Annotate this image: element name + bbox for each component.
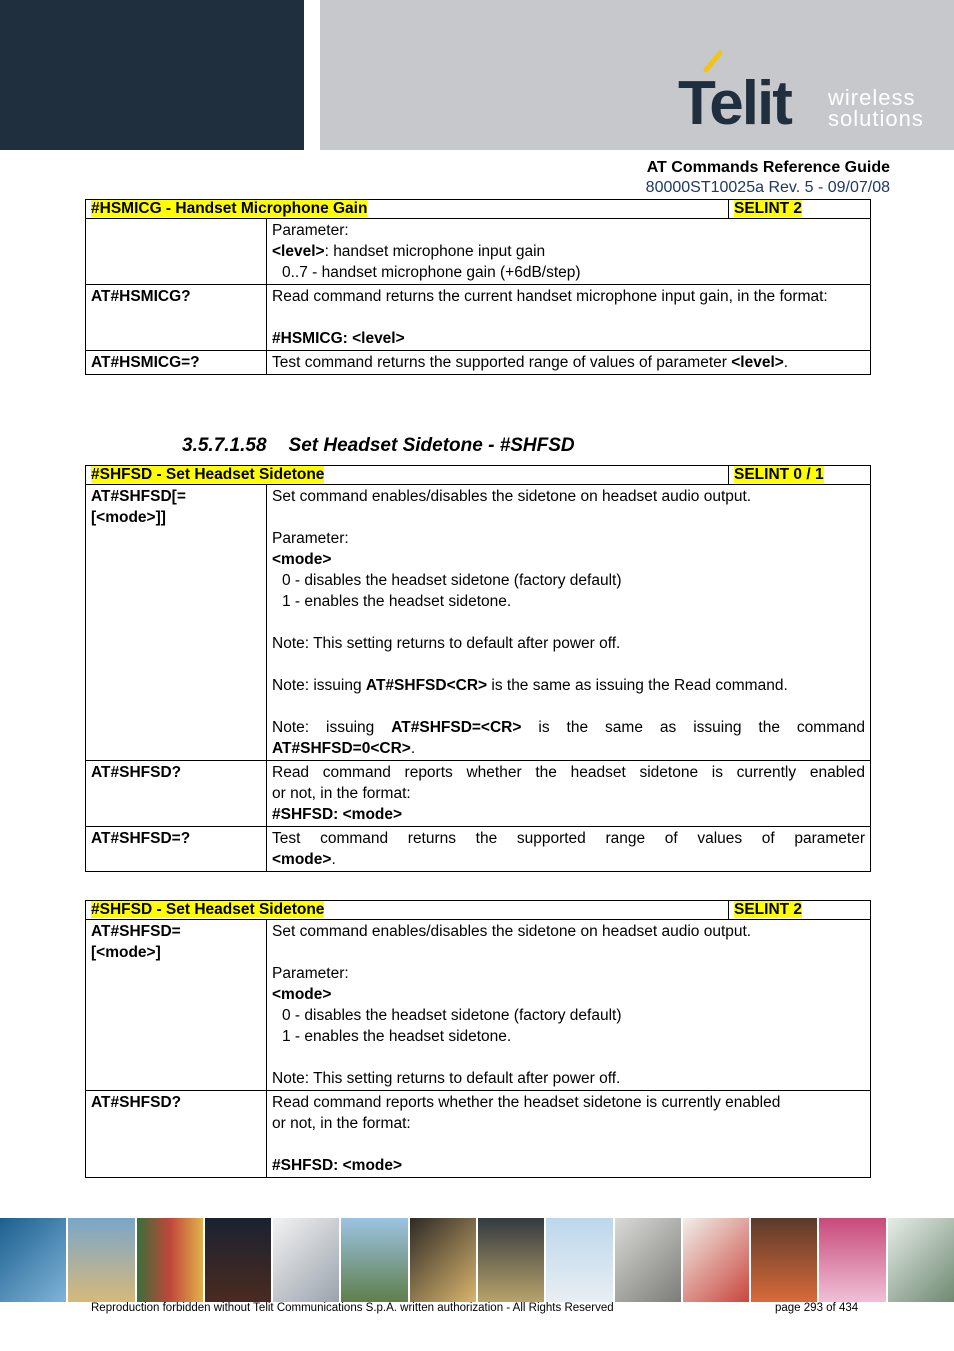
photo-tile: [0, 1218, 66, 1302]
selint-badge: SELINT 0 / 1: [734, 466, 824, 483]
photo-tile: [683, 1218, 749, 1302]
table-row: [86, 761, 871, 827]
command-name: AT#SHFSD?: [86, 1091, 267, 1178]
command-desc: Read command returns the current handset microphone input gain, in the format:: [272, 288, 828, 305]
photo-tile: [546, 1218, 612, 1302]
photo-tile: [478, 1218, 544, 1302]
hsmicg-table: [85, 199, 871, 375]
param-name: <level>: [731, 354, 784, 371]
photo-tile: [68, 1218, 134, 1302]
telit-logo: [678, 50, 938, 132]
page-number: page 293 of 434: [775, 1302, 859, 1314]
note-command: AT#SHFSD=0<CR>: [272, 740, 411, 757]
section-number: 3.5.7.1.58: [182, 435, 267, 456]
table-title: #HSMICG - Handset Microphone Gain: [91, 200, 368, 217]
document-title: AT Commands Reference Guide: [646, 159, 890, 176]
photo-tile: [341, 1218, 407, 1302]
response-format: #HSMICG: <level>: [272, 330, 405, 347]
section-heading: [182, 435, 575, 457]
telit-logo-mark: [678, 50, 818, 130]
command-name: AT#HSMICG=?: [86, 351, 267, 375]
table-row: [86, 285, 871, 351]
param-label: Parameter:: [272, 222, 349, 239]
footer-photo-strip: [0, 1218, 954, 1302]
param-value: 0 - disables the headset sidetone (factory default): [282, 572, 622, 589]
note: Note: issuing AT#SHFSD=<CR> is the same as issuing the command: [272, 719, 865, 736]
table-row: [86, 1091, 871, 1178]
photo-tile: [273, 1218, 339, 1302]
command-name: AT#SHFSD=?: [86, 827, 267, 872]
param-range: 0..7 - handset microphone gain (+6dB/step): [282, 264, 581, 281]
photo-tile: [137, 1218, 203, 1302]
param-label: Parameter:: [272, 530, 349, 547]
selint-badge: SELINT 2: [734, 901, 803, 918]
table-title: #SHFSD - Set Headset Sidetone: [91, 466, 325, 483]
table-row: [86, 219, 871, 285]
note: Note: This setting returns to default after power off.: [272, 1070, 621, 1087]
param-name: <mode>: [272, 986, 332, 1003]
param-value: 1 - enables the headset sidetone.: [282, 1028, 512, 1045]
command-name: AT#SHFSD?: [86, 761, 267, 827]
command-name: AT#SHFSD[=: [91, 488, 186, 505]
command-name: AT#SHFSD=: [91, 923, 181, 940]
param-value: 0 - disables the headset sidetone (factory default): [282, 1007, 622, 1024]
photo-tile: [615, 1218, 681, 1302]
section-title: Set Headset Sidetone - #SHFSD: [288, 435, 575, 456]
photo-tile: [888, 1218, 954, 1302]
table-row: AT#SHFSD[= [<mode>]] Set command enables/disables the sidetone on headset audio output. Parameter: <mode> 0 - disables the headset sidetone (factory default) 1 - enables the headset sidetone. Note: This setting returns to default after power off. Note: issuing AT#SHFSD<CR> is the same as issuing the Read command. Note: issuing AT#SHFSD=<CR> is the same as issuing the command AT#SHFSD=0<CR>.: [86, 485, 871, 761]
command-desc: Read command reports whether the headset sidetone is currently enabled: [272, 1094, 781, 1111]
shfsd-table-selint01: [85, 465, 871, 872]
param-value: 1 - enables the headset sidetone.: [282, 593, 512, 610]
command-desc: Read command reports whether the headset sidetone is currently enabled: [272, 764, 865, 781]
table-title: #SHFSD - Set Headset Sidetone: [91, 901, 325, 918]
photo-tile: [751, 1218, 817, 1302]
footer-copyright: Reproduction forbidden without Telit Communications S.p.A. written authorization - All Rights Reserved: [91, 1302, 614, 1314]
selint-badge: SELINT 2: [734, 200, 803, 217]
header-dark-panel: [0, 0, 304, 150]
command-name-cont: [<mode>]: [91, 944, 161, 961]
logo-tagline-1: wireless: [828, 85, 916, 110]
table-row: AT#HSMICG=? Test command returns the supported range of values of parameter <level>.: [86, 351, 871, 375]
table-title-row: [86, 466, 871, 485]
command-name: AT#HSMICG?: [86, 285, 267, 351]
response-format: #SHFSD: <mode>: [272, 806, 403, 823]
command-desc: Set command enables/disables the sidetone on headset audio output.: [272, 923, 752, 940]
param-name: <mode>: [272, 851, 332, 868]
photo-tile: [819, 1218, 885, 1302]
logo-tagline-2: solutions: [828, 106, 924, 131]
param-name: <mode>: [272, 551, 332, 568]
shfsd-table-selint2: [85, 900, 871, 1178]
table-title-row: [86, 901, 871, 920]
svg-text:Telit: Telit: [678, 69, 791, 130]
photo-tile: [410, 1218, 476, 1302]
table-row: [86, 920, 871, 1091]
command-desc-cont: or not, in the format:: [272, 785, 411, 802]
table-row: AT#SHFSD=? Test command returns the supported range of values of parameter <mode>.: [86, 827, 871, 872]
response-format: #SHFSD: <mode>: [272, 1157, 403, 1174]
command-desc-cont: or not, in the format:: [272, 1115, 411, 1132]
param-desc: : handset microphone input gain: [324, 243, 546, 260]
command-name-cont: [<mode>]]: [91, 509, 166, 526]
note: Note: This setting returns to default after power off.: [272, 635, 621, 652]
param-label: Parameter:: [272, 965, 349, 982]
document-revision: 80000ST10025a Rev. 5 - 09/07/08: [645, 179, 890, 196]
table-title-row: [86, 200, 871, 219]
param-name: <level>: [272, 243, 325, 260]
command-desc: Test command returns the supported range of values of parameter: [272, 354, 732, 371]
photo-tile: [205, 1218, 271, 1302]
note: Note: issuing AT#SHFSD<CR> is the same as issuing the Read command.: [272, 677, 788, 694]
command-desc: Set command enables/disables the sidetone on headset audio output.: [272, 488, 752, 505]
command-desc: Test command returns the supported range of values of parameter: [272, 830, 865, 847]
